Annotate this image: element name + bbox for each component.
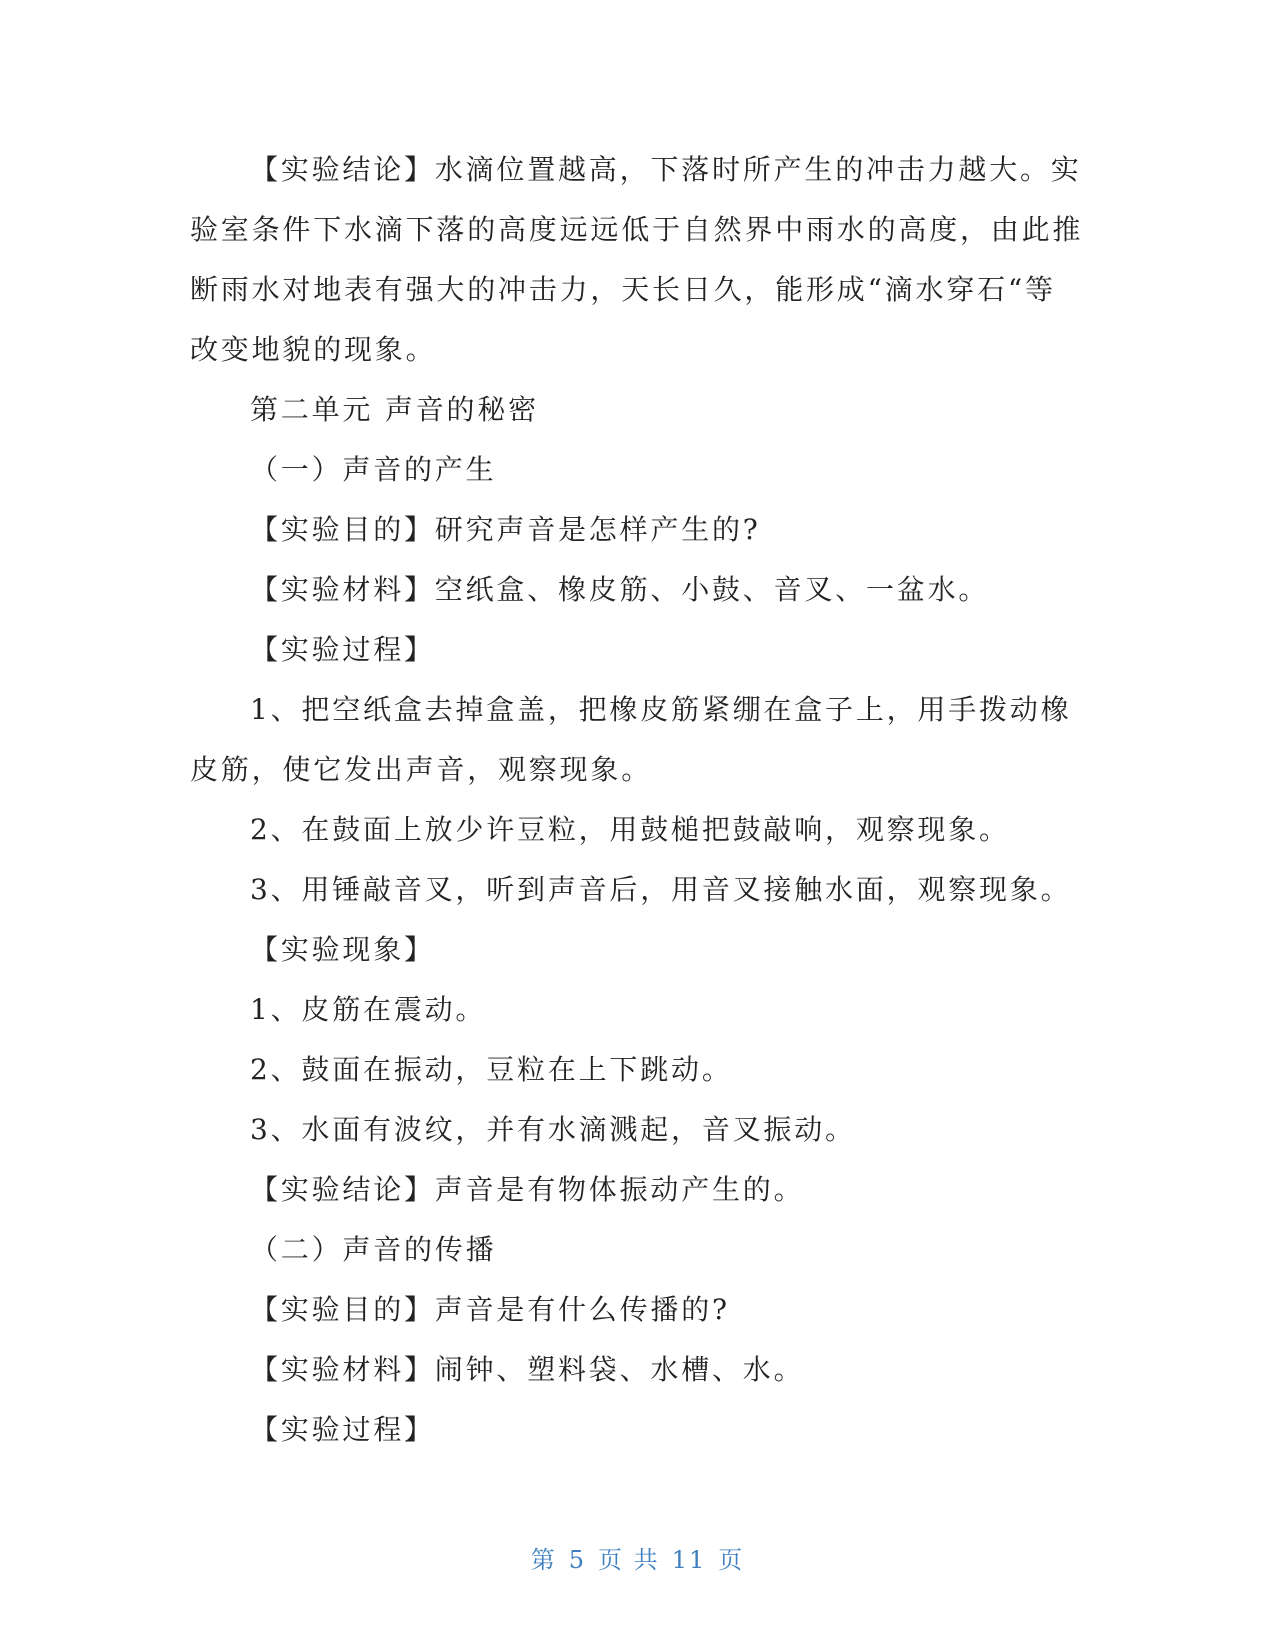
- document-body: [190, 140, 1085, 1460]
- page-footer: [0, 1540, 1275, 1575]
- footer-prefix: 第: [530, 1546, 557, 1574]
- paragraph-experiment-process-1: 【实验过程】: [250, 633, 435, 666]
- list-item: 2、在鼓面上放少许豆粒，用鼓槌把鼓敲响，观察现象。: [250, 813, 1010, 846]
- paragraph-experiment-materials-1: 【实验材料】空纸盒、橡皮筋、小鼓、音叉、一盆水。: [250, 573, 990, 606]
- current-page-number: 5: [568, 1546, 587, 1574]
- list-item: 1、皮筋在震动。: [250, 993, 487, 1026]
- list-item: 1、把空纸盒去掉盒盖，把橡皮筋紧绷在盒子上，用手拨动橡皮筋，使它发出声音，观察现象。: [190, 693, 1072, 786]
- paragraph-experiment-phenomena: 【实验现象】: [250, 933, 435, 966]
- total-pages-number: 11: [671, 1546, 707, 1574]
- footer-middle: 页 共: [598, 1546, 660, 1574]
- list-item: 2、鼓面在振动，豆粒在上下跳动。: [250, 1053, 733, 1086]
- paragraph-experiment-purpose-2: 【实验目的】声音是有什么传播的?: [250, 1293, 730, 1326]
- paragraph-experiment-materials-2: 【实验材料】闹钟、塑料袋、水槽、水。: [250, 1353, 805, 1386]
- unit-title: 第二单元 声音的秘密: [250, 393, 539, 426]
- paragraph-experiment-process-2: 【实验过程】: [250, 1413, 435, 1446]
- paragraph-experiment-conclusion-1: 【实验结论】水滴位置越高，下落时所产生的冲击力越大。实验室条件下水滴下落的高度远远低于自然界中雨水的高度，由此推断雨水对地表有强大的冲击力，天长日久，能形成“滴水穿石“等改变地貌的现象。: [190, 153, 1084, 366]
- list-item: 3、水面有波纹，并有水滴溅起，音叉振动。: [250, 1113, 856, 1146]
- paragraph-experiment-conclusion-2: 【实验结论】声音是有物体振动产生的。: [250, 1173, 805, 1206]
- section-heading-sound-propagation: （二）声音的传播: [250, 1233, 497, 1266]
- paragraph-experiment-purpose-1: 【实验目的】研究声音是怎样产生的?: [250, 513, 761, 546]
- footer-suffix: 页: [718, 1546, 745, 1574]
- section-heading-sound-production: （一）声音的产生: [250, 453, 497, 486]
- list-item: 3、用锤敲音叉，听到声音后，用音叉接触水面，观察现象。: [250, 873, 1072, 906]
